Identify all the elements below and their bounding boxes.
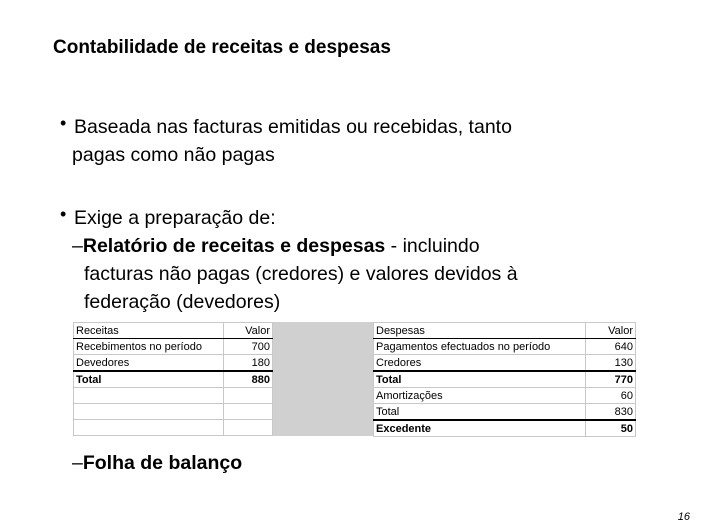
table-cell: 50	[586, 420, 636, 437]
sub-item-bold-title: Folha de balanço	[82, 452, 243, 474]
table-cell: Devedores	[74, 355, 224, 372]
table-cell: 130	[586, 355, 636, 372]
sub-item-dash: –	[72, 452, 83, 474]
slide-title: Contabilidade de receitas e despesas	[53, 37, 391, 58]
table-cell	[223, 420, 273, 436]
table-cell	[223, 388, 273, 404]
table-row	[374, 404, 636, 421]
table-row	[74, 388, 273, 404]
table-row	[74, 339, 273, 355]
bullet-dot-icon: •	[60, 204, 67, 224]
table-row	[74, 420, 273, 436]
despesas-table	[373, 322, 636, 437]
sub-item-folha-balanco	[72, 452, 242, 475]
table-cell: Total	[374, 371, 586, 388]
table-cell: Total	[74, 371, 224, 388]
receitas-table	[73, 322, 273, 436]
table-cell: 700	[223, 339, 273, 355]
table-cell: Recebimentos no período	[74, 339, 224, 355]
table-cell: 770	[586, 371, 636, 388]
table-cell: Pagamentos efectuados no período	[374, 339, 586, 355]
table-cell: Excedente	[374, 420, 586, 437]
sub-item-relatorio	[72, 232, 518, 316]
table-row	[74, 355, 273, 372]
table-row	[74, 404, 273, 420]
sub-item-bold-title: Relatório de receitas e despesas	[82, 235, 386, 257]
table-cell: 640	[586, 339, 636, 355]
despesas-header-value: Valor	[586, 323, 636, 339]
bullet-1-line-1: Baseada nas facturas emitidas ou recebidas, tanto	[74, 116, 512, 138]
table-row	[374, 388, 636, 404]
table-cell	[74, 388, 224, 404]
table-cell	[74, 420, 224, 436]
table-cell: Total	[374, 404, 586, 421]
bullet-item-1	[60, 113, 512, 169]
table-row	[374, 420, 636, 437]
table-cell	[223, 404, 273, 420]
receitas-header-value: Valor	[223, 323, 273, 339]
bullet-2-line-1: Exige a preparação de:	[74, 207, 276, 229]
bullet-dot-icon: •	[60, 113, 67, 133]
table-cell: 180	[223, 355, 273, 372]
despesas-header-label: Despesas	[374, 323, 586, 339]
table-row	[374, 339, 636, 355]
table-cell: 830	[586, 404, 636, 421]
sub-item-line-3: federação (devedores)	[84, 291, 281, 313]
table-row	[374, 355, 636, 372]
table-cell: 60	[586, 388, 636, 404]
table-row	[74, 371, 273, 388]
table-row	[374, 371, 636, 388]
bullet-1-line-2: pagas como não pagas	[72, 144, 275, 166]
table-cell: Credores	[374, 355, 586, 372]
page-number: 16	[677, 511, 690, 523]
bullet-item-2	[60, 204, 276, 232]
sub-item-dash: –	[72, 235, 83, 257]
table-cell: Amortizações	[374, 388, 586, 404]
table-cell: 880	[223, 371, 273, 388]
sub-item-line-2: facturas não pagas (credores) e valores devidos à	[84, 263, 518, 285]
financial-tables	[73, 322, 636, 436]
table-cell	[74, 404, 224, 420]
receitas-header-label: Receitas	[74, 323, 224, 339]
sub-item-rest: - incluindo	[385, 235, 480, 257]
